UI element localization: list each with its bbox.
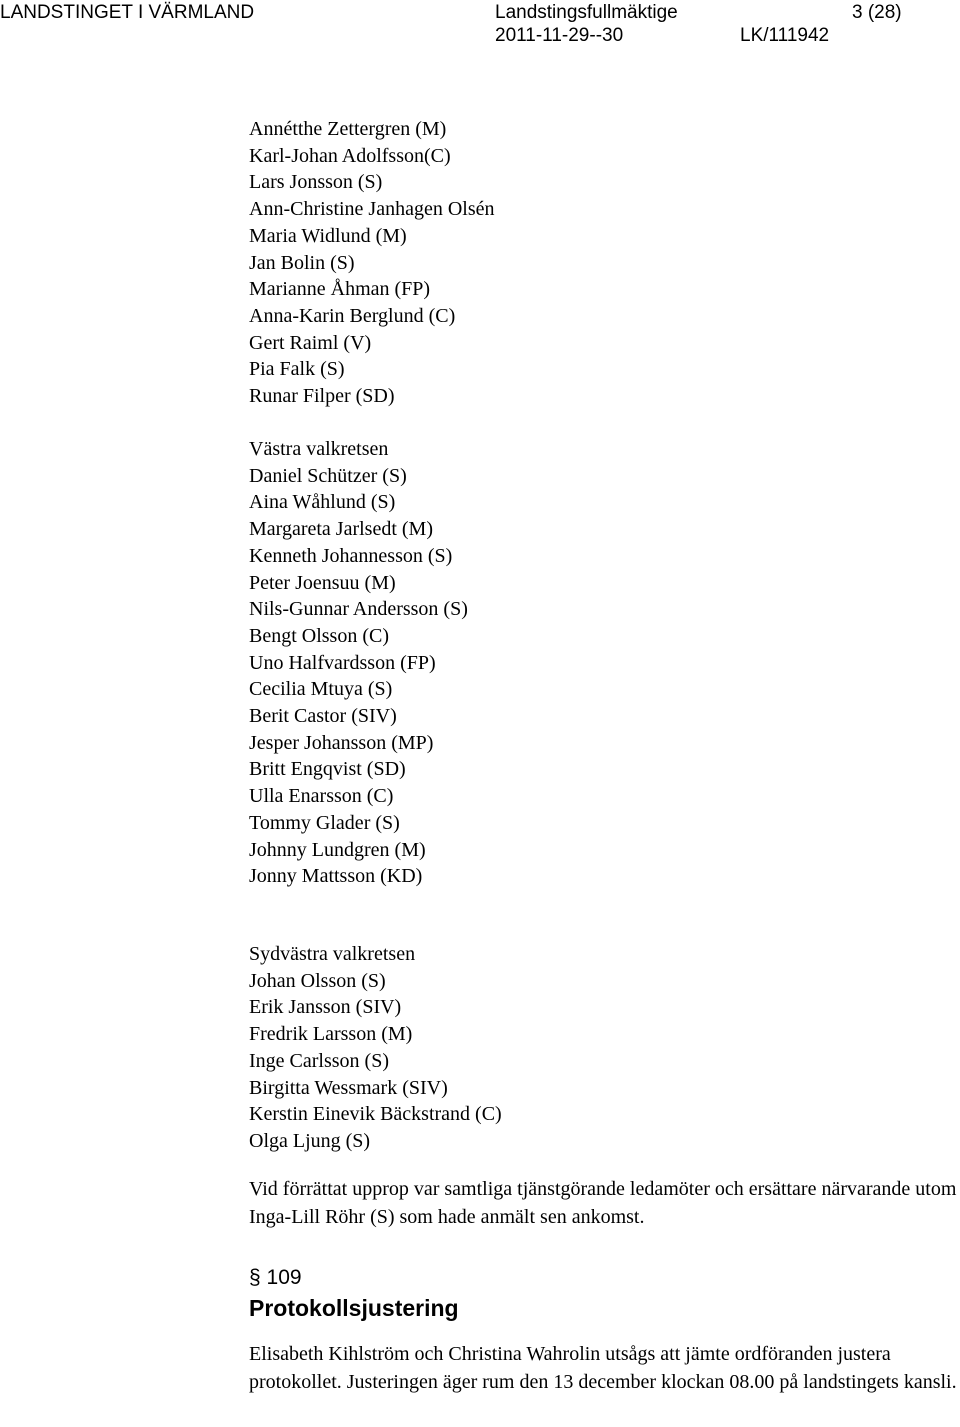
member-list-vastra — [249, 436, 468, 890]
section-title: Protokollsjustering — [249, 1295, 459, 1321]
member-name: Runar Filper (SD) — [249, 385, 395, 408]
member-name: Bengt Olsson (C) — [249, 624, 389, 647]
member-name: Uno Halfvardsson (FP) — [249, 651, 436, 674]
org-name: LANDSTINGET I VÄRMLAND — [0, 2, 255, 23]
member-name: Erik Jansson (SIV) — [249, 996, 402, 1019]
member-name: Jesper Johansson (MP) — [249, 731, 434, 754]
section-paragraph: Elisabeth Kihlström och Christina Wahrolin utsågs att jämte ordföranden justera protokollet. Justeringen äger rum den 13 december klockan 08.00 på landstingets kansli. — [249, 1343, 957, 1393]
page-number: 3 (28) — [852, 2, 902, 23]
member-name: Britt Engqvist (SD) — [249, 758, 406, 781]
member-name: Anna-Karin Berglund (C) — [249, 304, 456, 327]
member-name: Ulla Enarsson (C) — [249, 785, 394, 808]
member-name: Tommy Glader (S) — [249, 811, 400, 834]
member-name: Kenneth Johannesson (S) — [249, 544, 453, 567]
member-name: Gert Raiml (V) — [249, 331, 372, 354]
member-name: Berit Castor (SIV) — [249, 705, 397, 728]
member-list-1 — [249, 116, 495, 410]
section-number: § 109 — [249, 1266, 302, 1289]
member-name: Jan Bolin (S) — [249, 251, 355, 274]
member-name: Johan Olsson (S) — [249, 969, 386, 992]
member-name: Fredrik Larsson (M) — [249, 1023, 413, 1046]
member-list-sydvastra — [249, 941, 502, 1155]
member-name: Karl-Johan Adolfsson(C) — [249, 144, 451, 167]
roll-call-paragraph: Vid förrättat upprop var samtliga tjänstgörande ledamöter och ersättare närvarande utom Inga-Lill Röhr (S) som hade anmält sen ankomst. — [249, 1178, 957, 1228]
member-name: Pia Falk (S) — [249, 358, 345, 381]
member-name: Olga Ljung (S) — [249, 1129, 371, 1152]
member-name: Daniel Schützer (S) — [249, 464, 407, 487]
member-name: Nils-Gunnar Andersson (S) — [249, 598, 468, 621]
page-header — [0, 0, 960, 50]
meeting-date: 2011-11-29--30 — [495, 25, 624, 46]
member-name: Johnny Lundgren (M) — [249, 838, 426, 861]
valkrets-heading: Sydvästra valkretsen — [249, 943, 416, 965]
member-name: Annétthe Zettergren (M) — [249, 118, 447, 140]
document-reference: LK/111942 — [740, 25, 830, 46]
valkrets-heading: Västra valkretsen — [249, 438, 389, 460]
member-name: Marianne Åhman (FP) — [249, 278, 431, 301]
member-name: Maria Widlund (M) — [249, 224, 407, 247]
member-name: Birgitta Wessmark (SIV) — [249, 1076, 448, 1099]
member-name: Inge Carlsson (S) — [249, 1049, 389, 1072]
member-name: Margareta Jarlsedt (M) — [249, 518, 434, 541]
member-name: Cecilia Mtuya (S) — [249, 678, 393, 701]
meeting-name: Landstingsfullmäktige — [495, 2, 678, 23]
member-name: Jonny Mattsson (KD) — [249, 865, 423, 888]
member-name: Aina Wåhlund (S) — [249, 491, 396, 514]
member-name: Lars Jonsson (S) — [249, 171, 383, 194]
member-name: Ann-Christine Janhagen Olsén — [249, 198, 495, 221]
member-name: Kerstin Einevik Bäckstrand (C) — [249, 1103, 502, 1126]
member-name: Peter Joensuu (M) — [249, 571, 396, 594]
